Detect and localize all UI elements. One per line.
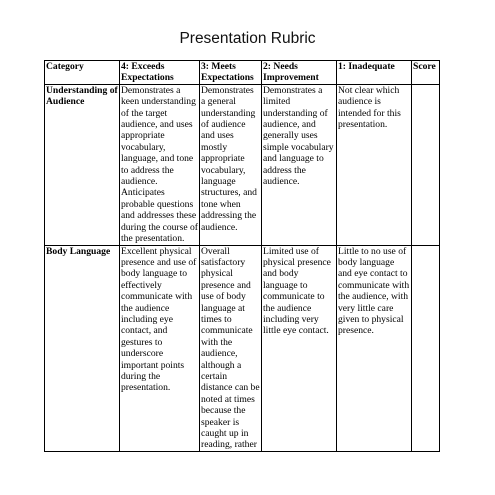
page-title: Presentation Rubric bbox=[179, 30, 316, 47]
rubric-cell: Demonstrates a general understanding of audience and uses mostly appropriate vocabulary, language structures, and tone when addressing the audience. bbox=[200, 84, 262, 245]
rubric-cell: Limited use of physical presence and body language to communicate to the audience including very little eye contact. bbox=[262, 245, 337, 451]
table-header-row bbox=[45, 61, 440, 85]
column-header-score: Score bbox=[412, 61, 440, 85]
column-header-inadequate: 1: Inadequate bbox=[337, 61, 412, 85]
rubric-cell: Excellent physical presence and use of body language to effectively communicate with the audience including eye contact, and gestures to underscore important points during the presentation. bbox=[120, 245, 200, 451]
category-cell: Body Language bbox=[45, 245, 120, 451]
category-cell: Understanding of Audience bbox=[45, 84, 120, 245]
column-header-exceeds: 4: Exceeds Expectations bbox=[120, 61, 200, 85]
column-header-needs-improvement: 2: Needs Improvement bbox=[262, 61, 337, 85]
column-header-category: Category bbox=[45, 61, 120, 85]
table-row bbox=[45, 84, 440, 245]
table-row bbox=[45, 245, 440, 451]
score-cell bbox=[412, 245, 440, 451]
rubric-cell: Little to no use of body language and eye contact to communicate with the audience, with very little care given to physical presence. bbox=[337, 245, 412, 451]
rubric-table bbox=[44, 60, 440, 452]
rubric-cell: Demonstrates a keen understanding of the target audience, and uses appropriate vocabulary, language, and tone to address the audience. Anticipates probable questions and addresses these during the course of the presentation. bbox=[121, 84, 198, 245]
score-cell bbox=[412, 84, 440, 245]
rubric-cell: Demonstrates a limited understanding of audience, and generally uses simple vocabulary and language to address the audience. bbox=[262, 84, 337, 245]
column-header-meets: 3: Meets Expectations bbox=[200, 61, 262, 85]
rubric-cell: Not clear which audience is intended for this presentation. bbox=[337, 84, 412, 245]
rubric-cell: Overall satisfactory physical presence and use of body language at times to communicate with the audience, although a certain distance can be noted at times because the speaker is caught up in reading, rather bbox=[201, 245, 260, 451]
